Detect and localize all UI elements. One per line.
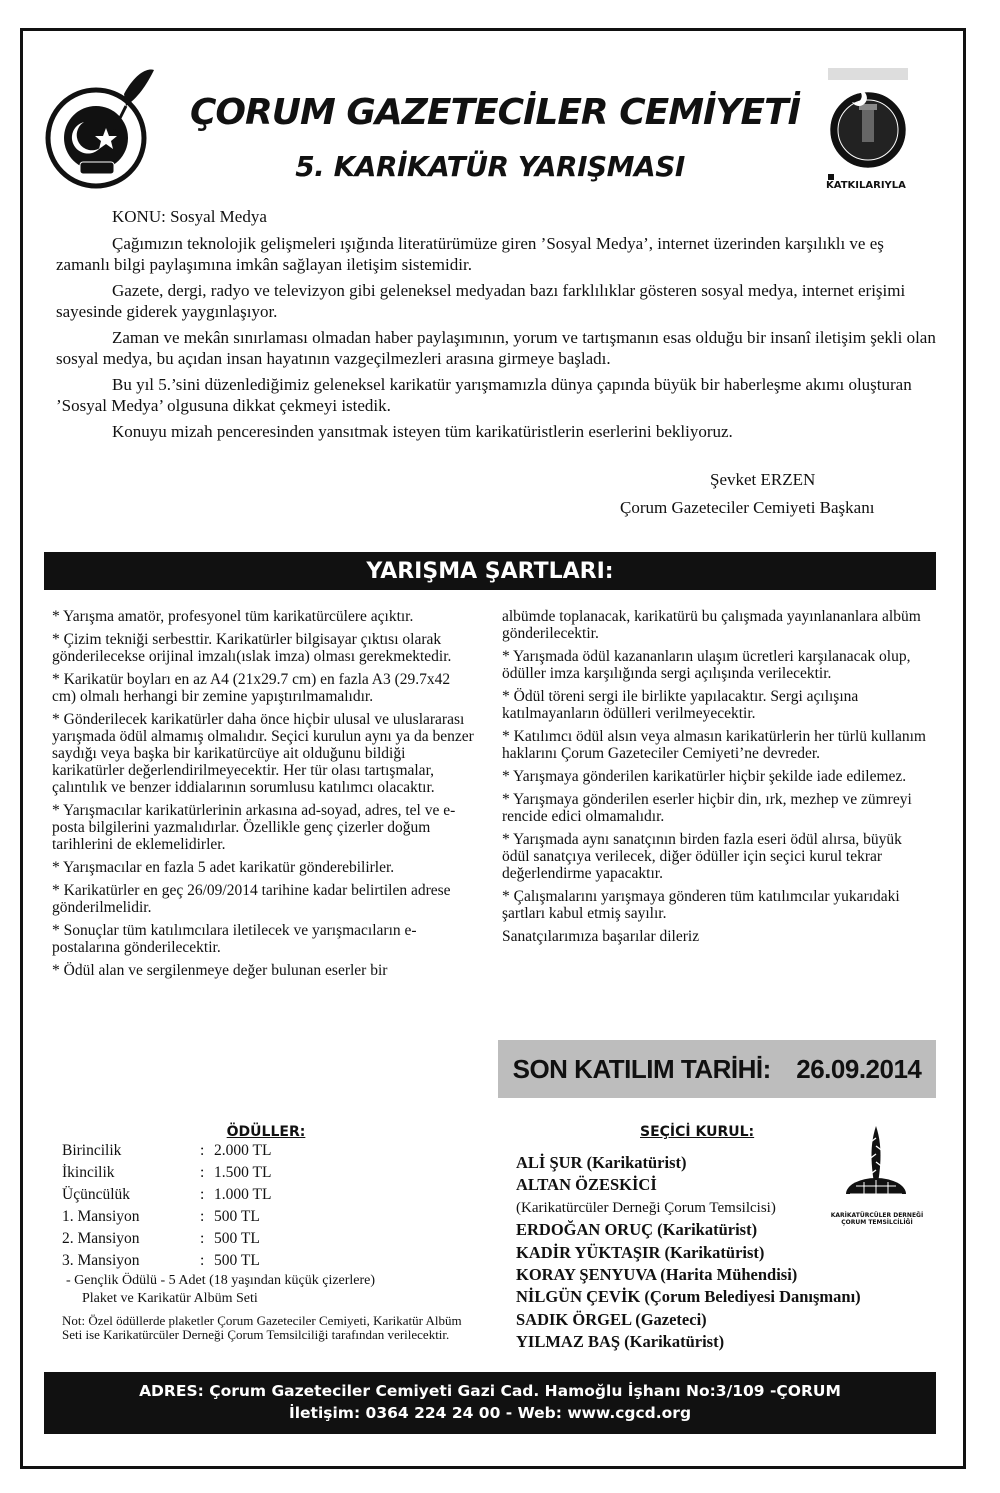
prize-row (62, 1184, 462, 1206)
association-emblem-icon (44, 66, 160, 200)
intro-paragraph: Çağımızın teknolojik gelişmeleri ışığında literatürümüze giren ’Sosyal Medya’, internet üzerinden karşılıklı ve eş zamanlı bilgi paylaşımına imkân sağlayan iletişim sistemidir. (56, 234, 884, 274)
prize-separator: : (200, 1208, 205, 1225)
deadline-banner (498, 1040, 936, 1098)
prize-separator: : (200, 1142, 205, 1159)
prize-amount: 1.000 TL (214, 1186, 272, 1203)
page-subtitle: 5. KARİKATÜR YARIŞMASI (295, 150, 685, 183)
intro-section (56, 206, 936, 447)
jury-member: ERDOĞAN ORUÇ (Karikatürist) (516, 1220, 758, 1240)
footer-contact-bar (44, 1372, 936, 1434)
jury-member: KORAY ŞENYUVA (Harita Mühendisi) (516, 1265, 798, 1285)
condition-item: * Yarışma amatör, profesyonel tüm karikatürcülere açıktır. (52, 608, 414, 625)
prize-amount: 500 TL (214, 1252, 260, 1269)
prize-row (62, 1162, 462, 1184)
signature-title: Çorum Gazeteciler Cemiyeti Başkanı (620, 498, 875, 517)
deadline-date: 26.09.2014 (796, 1054, 922, 1084)
youth-award-line: - Gençlik Ödülü - 5 Adet (18 yaşından küçük çizerlere) (66, 1273, 376, 1288)
prize-separator: : (200, 1252, 205, 1269)
jury-member: SADIK ÖRGEL (Gazeteci) (516, 1309, 707, 1329)
condition-item: * Gönderilecek karikatürler daha önce hiçbir ulusal ve uluslararası yarışmada ödül almamış olmalıdır. Seçici kurulun aynı ya da benzer saydığı veya başka bir karikatürcüye ait olduğunu bildiği karikatürler değerlendirilmeyecektir. Her tür olası tartışmalar, çalıntılık ve benzer iddialarının sorumlusu katılımcı olacaktır. (52, 711, 474, 796)
condition-item: * Yarışmacılar en fazla 5 adet karikatür gönderebilirler. (52, 859, 395, 876)
intro-paragraph: Bu yıl 5.’sini düzenlediğimiz geleneksel karikatür yarışmamızla dünya çapında büyük bir haberleşme akımı oluşturan ’Sosyal Medya’ olgusuna dikkat çekmeyi istedik. (56, 375, 912, 415)
prizes-heading: ÖDÜLLER: (226, 1124, 306, 1140)
jury-member-role: (Karikatürcüler Derneği Çorum Temsilcisi) (516, 1199, 776, 1216)
prize-amount: 500 TL (214, 1208, 260, 1225)
prize-row (62, 1228, 462, 1250)
closing-wish: Sanatçılarımıza başarılar dileriz (502, 928, 700, 945)
sponsor-note: KATKILARIYLA (826, 180, 906, 191)
prize-name: 3. Mansiyon (62, 1252, 140, 1269)
conditions-heading: YARIŞMA ŞARTLARI: (44, 552, 936, 590)
jury-member: YILMAZ BAŞ (Karikatürist) (516, 1332, 725, 1352)
jury-member: ALTAN ÖZESKİCİ (516, 1175, 657, 1195)
condition-item: * Yarışmaya gönderilen eserler hiçbir din, ırk, mezhep ve zümreyi rencide edici olmamalıdır. (502, 791, 912, 825)
jury-member: KADİR YÜKTAŞIR (Karikatürist) (516, 1242, 765, 1262)
topic-line: KONU: Sosyal Medya (112, 207, 267, 226)
youth-award-line: Plaket ve Karikatür Albüm Seti (82, 1291, 258, 1306)
prize-note: Not: Özel ödüllerde plaketler Çorum Gazeteciler Cemiyeti, Karikatür Albüm Seti ise Karikatürcüler Derneği Çorum Temsilciliği tarafından verilecektir. (62, 1313, 462, 1342)
prize-name: 1. Mansiyon (62, 1208, 140, 1225)
prize-name: Birincilik (62, 1142, 122, 1159)
signature-name: Şevket ERZEN (710, 470, 816, 489)
prize-list (62, 1140, 462, 1272)
page-title: ÇORUM GAZETECİLER CEMİYETİ (190, 92, 801, 133)
condition-item: * Sonuçlar tüm katılımcılara iletilecek ve yarışmacıların e-postalarına gönderilecektir. (52, 922, 417, 956)
condition-item: * Yarışmaya gönderilen karikatürler hiçbir şekilde iade edilemez. (502, 768, 907, 785)
prize-row (62, 1140, 462, 1162)
prize-amount: 500 TL (214, 1230, 260, 1247)
intro-paragraph: Konuyu mizah penceresinden yansıtmak isteyen tüm karikatüristlerin eserlerini bekliyoruz. (112, 422, 733, 441)
prize-separator: : (200, 1186, 205, 1203)
cartoonists-association-caption: KARİKATÜRCÜLER DERNEĞİ ÇORUM TEMSİLCİLİĞİ (830, 1212, 924, 1226)
condition-item: * Çizim tekniği serbesttir. Karikatürler bilgisayar çıktısı olarak gönderilecekse orijinal imzalı(ıslak imza) olması gerekmektedir. (52, 631, 452, 665)
contact-line: İletişim: 0364 224 24 00 - Web: www.cgcd.org (288, 1404, 692, 1422)
municipality-logo-icon (826, 68, 910, 180)
condition-item: * Karikatür boyları en az A4 (21x29.7 cm) en fazla A3 (29.7x42 cm) olmalı herhangi bir zemine yapıştırılmamalıdır. (52, 671, 451, 705)
prize-amount: 2.000 TL (214, 1142, 272, 1159)
condition-item: * Karikatürler en geç 26/09/2014 tarihine kadar belirtilen adrese gönderilmelidir. (52, 882, 451, 916)
prize-name: İkincilik (62, 1164, 115, 1181)
intro-paragraph: Gazete, dergi, radyo ve televizyon gibi geleneksel medyadan bazı farklılıklar gösteren sosyal medya, internet erişimi sayesinde giderek yaygınlaşıyor. (56, 281, 906, 321)
condition-item: * Çalışmalarını yarışmaya gönderen tüm katılımcılar yukarıdaki şartları kabul etmiş sayılır. (502, 888, 900, 922)
condition-item: * Yarışmada aynı sanatçının birden fazla eseri ödül alırsa, büyük ödül sanatçıya verilecek, diğer ödüller için seçici kurul tekrar değerlendirme yapacaktır. (502, 831, 902, 882)
prize-name: Üçüncülük (62, 1186, 131, 1203)
condition-item: * Yarışmada ödül kazananların ulaşım ücretleri karşılanacak olup, ödüller imza karşılığında sergi açılışında verilecektir. (502, 648, 911, 682)
jury-heading: SEÇİCİ KURUL: (640, 1124, 755, 1140)
address-line: ADRES: Çorum Gazeteciler Cemiyeti Gazi Cad. Hamoğlu İşhanı No:3/109 -ÇORUM (139, 1382, 841, 1400)
conditions-right-column (502, 608, 926, 951)
prize-name: 2. Mansiyon (62, 1230, 140, 1247)
jury-member: ALİ ŞUR (Karikatürist) (516, 1153, 687, 1172)
youth-award (66, 1272, 466, 1308)
prize-amount: 1.500 TL (214, 1164, 272, 1181)
jury-member: NİLGÜN ÇEVİK (Çorum Belediyesi Danışmanı) (516, 1287, 861, 1307)
condition-item: * Katılımcı ödül alsın veya almasın karikatürlerin her türlü kullanım haklarını Çorum Gazeteciler Cemiyeti’ne devreder. (502, 728, 926, 762)
condition-item: albümde toplanacak, karikatürü bu çalışmada yayınlananlara albüm gönderilecektir. (502, 608, 921, 642)
prize-row (62, 1206, 462, 1228)
cartoonists-association-logo-icon (840, 1124, 912, 1210)
prize-separator: : (200, 1230, 205, 1247)
conditions-left-column (52, 608, 476, 985)
intro-paragraph: Zaman ve mekân sınırlaması olmadan haber paylaşımının, yorum ve tartışmanın esas olduğu bir insanî iletişim şekli olan sosyal medya, bu açıdan insan hayatının vazgeçilmezleri arasına girmeye başladı. (56, 328, 936, 368)
condition-item: * Ödül alan ve sergilenmeye değer bulunan eserler bir (52, 962, 388, 979)
prize-row (62, 1250, 462, 1272)
prize-separator: : (200, 1164, 205, 1181)
condition-item: * Ödül töreni sergi ile birlikte yapılacaktır. Sergi açılışına katılmayanların ödülleri verilmeyecektir. (502, 688, 859, 722)
deadline-label: SON KATILIM TARİHİ: (512, 1054, 771, 1084)
condition-item: * Yarışmacılar karikatürlerinin arkasına ad-soyad, adres, tel ve e-posta bilgilerini yazmalıdırlar. Özellikle genç çizerler doğum tarihlerini de eklemelidirler. (52, 802, 456, 853)
